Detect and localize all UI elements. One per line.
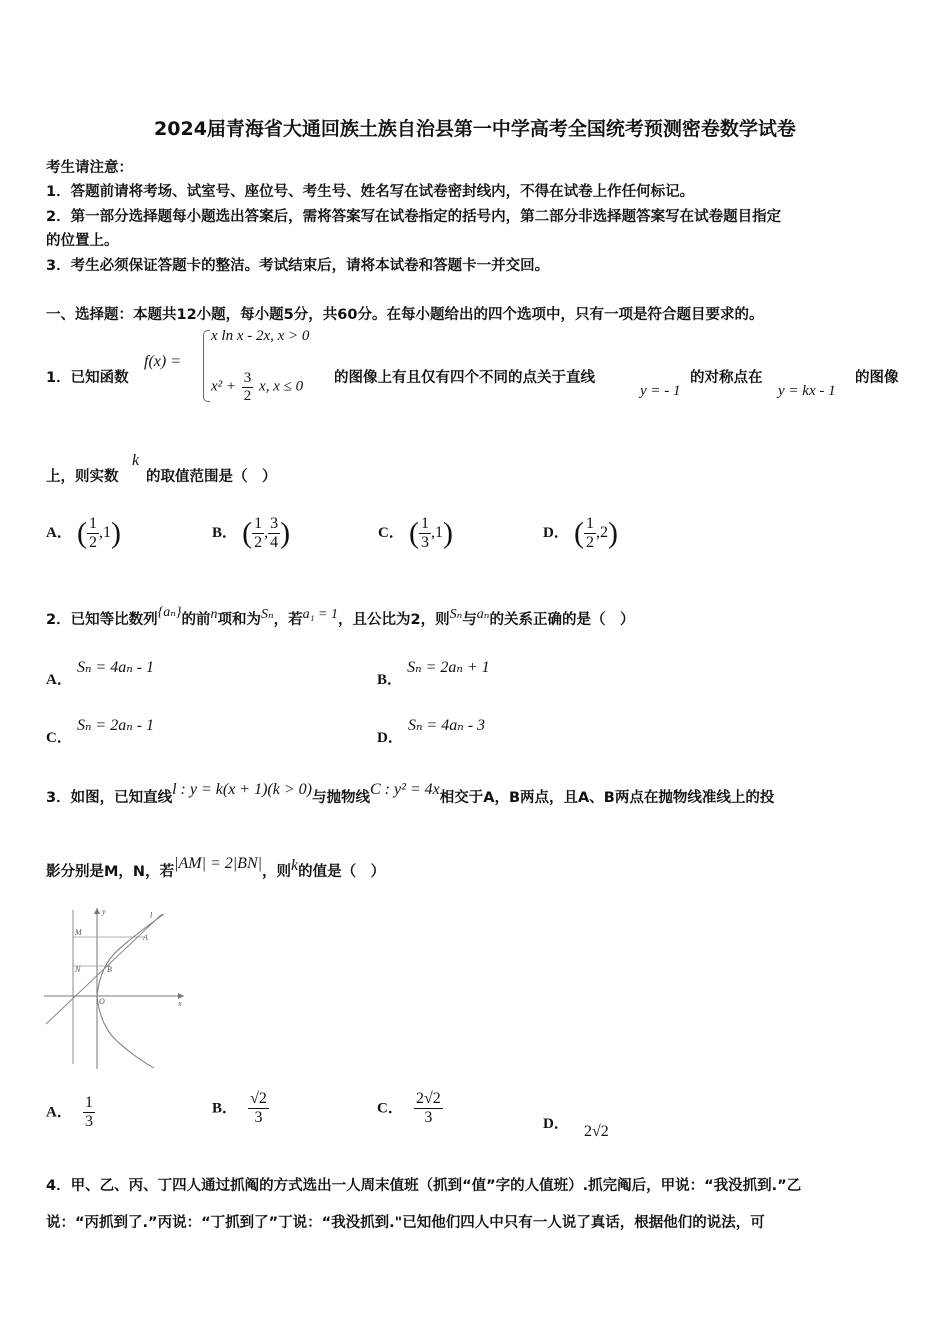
label-o: O [99, 997, 105, 1006]
q1-option-a[interactable]: A． ( $\frac{1}{2}$ ,1) [46, 515, 121, 551]
q1-option-b[interactable]: B． ( $\frac{1}{2}$ , $\frac{3}{4}$ ) [212, 515, 291, 551]
y-axis [94, 908, 100, 1069]
section-heading: 一、选择题：本题共12小题，每小题5分，共60分。在每小题给出的四个选项中，只有一项是符合题目要求的。 [46, 307, 764, 323]
q1-option-d[interactable]: D． ( $\frac{1}{2}$ ,2) [543, 515, 618, 551]
q1-lead: 1．已知函数 [46, 370, 129, 386]
q3-line-1: 3．如图，已知直线l : y = k(x + 1)(k > 0)与抛物线C : y² = 4x相交于A，B两点，且A、B两点在抛物线准线上的投 [46, 781, 775, 806]
notice-item: 的位置上。 [46, 233, 119, 249]
label-a: A [143, 933, 148, 942]
page-title: 2024届青海省大通回族土族自治县第一中学高考全国统考预测密卷数学试卷 [154, 118, 796, 140]
label-l: l [150, 911, 153, 920]
notice-heading: 考生请注意： [46, 160, 133, 176]
q2-option-b[interactable]: B． Sₙ = 2aₙ + 1 [377, 659, 490, 688]
q1-option-c[interactable]: C． ( $\frac{1}{3}$ ,1) [378, 515, 453, 551]
q1-mid: 的图像上有且仅有四个不同的点关于直线 [334, 370, 595, 386]
line-l [46, 914, 162, 1024]
q1-line-1: y = - 1 [640, 383, 681, 399]
q1-line-2: y = kx - 1 [778, 383, 836, 399]
q3-option-b[interactable]: B． $\frac{√2}{3}$ [212, 1090, 267, 1126]
q3-line-2: 影分别是M，N，若|AM| = 2|BN|，则k的值是（ ） [46, 855, 386, 880]
q3-option-c[interactable]: C． $\frac{2√2}{3}$ [377, 1090, 441, 1126]
label-x: x [178, 999, 182, 1008]
q3-option-a[interactable]: A． $\frac{1}{3}$ [46, 1094, 93, 1130]
x-axis [44, 993, 184, 999]
label-n: N [75, 965, 81, 974]
q1-fx: f(x) = [144, 353, 181, 370]
label-b: B [107, 965, 112, 974]
q1-line-b2: 的取值范围是（ ） [146, 469, 277, 485]
q2-option-a[interactable]: A． Sₙ = 4aₙ - 1 [46, 659, 155, 688]
q1-piece-1: x ln x - 2x, x > 0 [211, 328, 310, 344]
q4-line-2: 说：“丙抓到了.”丙说：“丁抓到了”丁说：“我没抓到."已知他们四人中只有一人说了真话，根据他们的说法，可 [46, 1215, 765, 1231]
q1-piece-2: x² + $\frac{3}{2}$ x, x ≤ 0 [211, 370, 304, 404]
q1-mid2: 的对称点在 [690, 370, 763, 386]
q3-figure [42, 904, 192, 1074]
label-m: M [75, 928, 82, 937]
notice-item: 1．答题前请将考场、试室号、座位号、考生号、姓名写在试卷密封线内，不得在试卷上作任何标记。 [46, 184, 695, 200]
q1-line-b: 上，则实数 [46, 469, 119, 485]
q2-option-c[interactable]: C． Sₙ = 2aₙ - 1 [46, 717, 155, 746]
label-y: y [102, 907, 106, 916]
q4-line-1: 4．甲、乙、丙、丁四人通过抓阄的方式选出一人周末值班（抓到“值”字的人值班）.抓完阄后，甲说：“我没抓到.”乙 [46, 1178, 802, 1194]
q1-tail: 的图像 [855, 370, 899, 386]
q3-option-d[interactable]: D． 2√2 [543, 1116, 609, 1140]
notice-item: 3．考生必须保证答题卡的整洁。考试结束后，请将本试卷和答题卡一并交回。 [46, 258, 550, 274]
q1-piecewise-brace [203, 330, 210, 402]
q1-k: k [132, 452, 140, 469]
q2-option-d[interactable]: D． Sₙ = 4aₙ - 3 [377, 717, 486, 746]
q2-text: 2．已知等比数列{aₙ}的前n项和为Sₙ，若a₁ = 1，且公比为2，则Sₙ与aₙ的关系正确的是（ ） [46, 605, 635, 628]
notice-item: 2．第一部分选择题每小题选出答案后，需将答案写在试卷指定的括号内，第二部分非选择题答案写在试卷题目指定 [46, 209, 782, 225]
